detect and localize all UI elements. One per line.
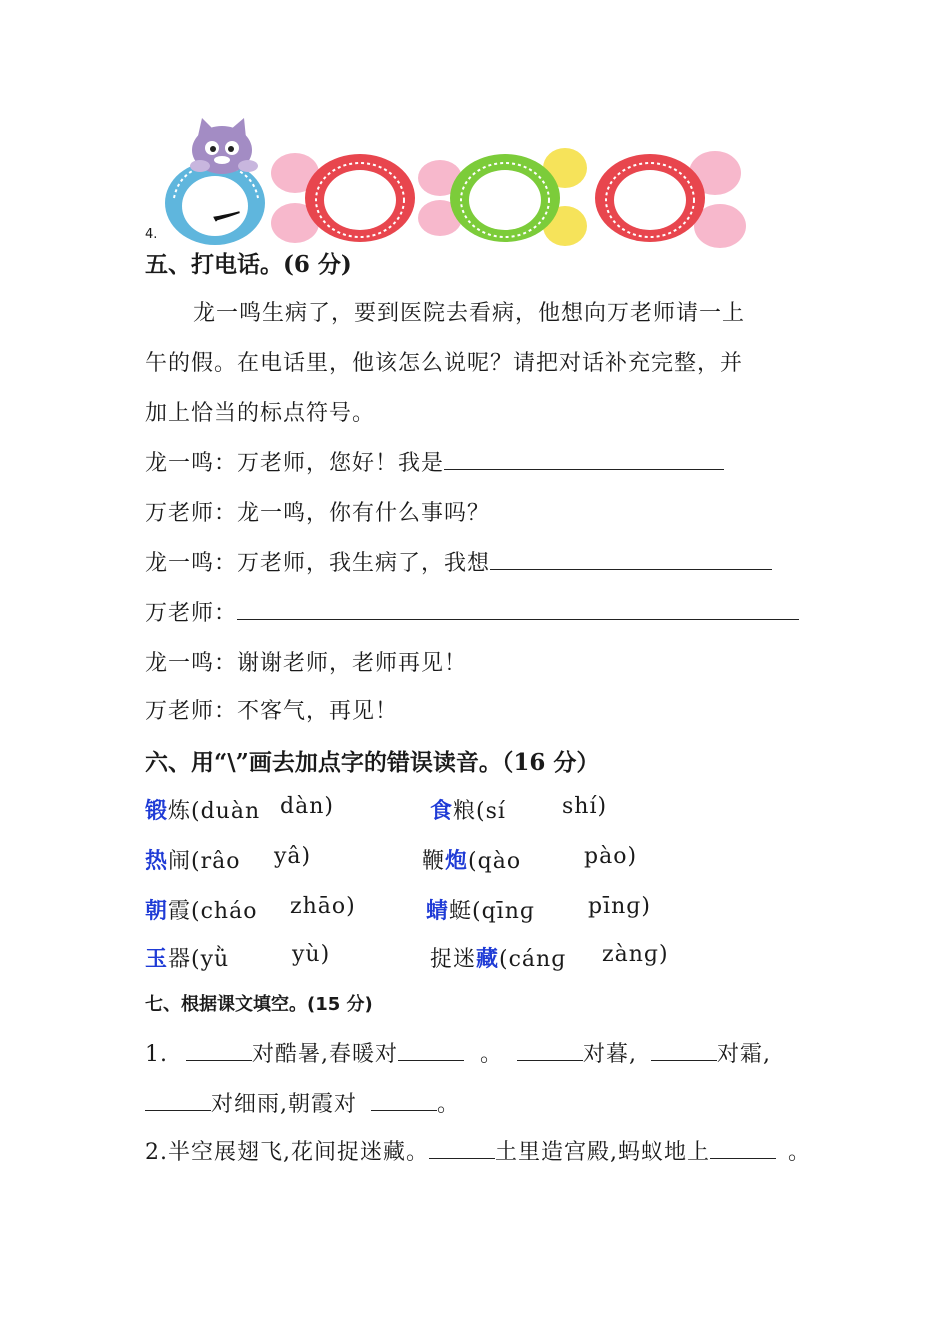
- pinyin-item-3-alt[interactable]: yâ): [274, 844, 312, 869]
- fill-blank-3[interactable]: [517, 1038, 583, 1061]
- fill-blank-6[interactable]: [371, 1088, 437, 1111]
- pinyin-item-2-alt[interactable]: shí): [562, 794, 608, 819]
- pinyin-item-1[interactable]: 锻炼(duàn: [145, 798, 261, 824]
- pinyin-item-6-alt[interactable]: pīnɡ): [588, 894, 651, 919]
- intro-line-2: 午的假。在电话里，他该怎么说呢？请把对话补充完整，并: [145, 351, 744, 376]
- dotted-char: 蜻: [426, 898, 450, 924]
- dialog-line-3: [145, 546, 772, 577]
- dialog-text-3: 龙一鸣：万老师，我生病了，我想: [145, 551, 491, 576]
- fill-line-2: 对细雨,朝霞对 。: [145, 1087, 460, 1118]
- question-4-number: 4.: [145, 227, 158, 242]
- dotted-char: 藏: [476, 946, 500, 972]
- pinyin-item-4-alt[interactable]: pào): [584, 844, 638, 869]
- intro-line-1: 龙一鸣生病了，要到医院去看病，他想向万老师请一上: [193, 301, 746, 326]
- fill-blank-4[interactable]: [651, 1038, 717, 1061]
- dotted-char: 热: [145, 848, 169, 874]
- pinyin-item-7-alt[interactable]: yù): [292, 942, 331, 967]
- dotted-char: 炮: [445, 848, 469, 874]
- frame-red-1: [271, 153, 415, 243]
- pinyin-item-5-alt[interactable]: zhāo): [290, 894, 356, 919]
- fill-line-1: 1. 对酷暑,春暖对 。 对暮, 对霜,: [145, 1037, 771, 1068]
- dialog-text-4: 万老师：: [145, 601, 238, 626]
- dialog-line-1: [145, 446, 724, 477]
- pinyin-item-6[interactable]: 蜻蜓(qīnɡ: [426, 898, 535, 924]
- pinyin-item-2[interactable]: 食粮(sí: [430, 798, 506, 824]
- pinyin-item-1-alt[interactable]: dàn): [280, 794, 334, 819]
- fill-blank-1[interactable]: [186, 1038, 252, 1061]
- fill-blank-7[interactable]: [429, 1136, 495, 1159]
- pinyin-item-8-alt[interactable]: zànɡ): [602, 942, 669, 967]
- fill-blank-2[interactable]: [398, 1038, 464, 1061]
- dotted-char: 锻: [145, 798, 169, 824]
- frame-green: [418, 148, 587, 246]
- dialog-text-1: 龙一鸣：万老师，您好！我是: [145, 451, 445, 476]
- fill-blank-8[interactable]: [710, 1136, 776, 1159]
- pinyin-item-4[interactable]: 鞭炮(qào: [422, 848, 522, 874]
- dotted-char: 玉: [145, 946, 169, 972]
- intro-line-3: 加上恰当的标点符号。: [145, 401, 376, 426]
- dialog-line-5: 龙一鸣：谢谢老师，老师再见！: [145, 651, 468, 676]
- cat-icon: [190, 118, 258, 174]
- pinyin-item-7[interactable]: 玉器(yǜ: [145, 946, 230, 972]
- pinyin-item-8[interactable]: 捉迷藏(cánɡ: [430, 946, 567, 972]
- section-6-title: 六、用“\”画去加点字的错误读音。（16 分）: [145, 749, 600, 776]
- pinyin-item-3[interactable]: 热闹(râo: [145, 848, 241, 874]
- answer-blank-3[interactable]: [237, 597, 799, 620]
- pinyin-item-5[interactable]: 朝霞(cháo: [145, 898, 258, 924]
- dialog-line-6: 万老师：不客气，再见！: [145, 699, 399, 724]
- dialog-line-4: [145, 596, 799, 627]
- fill-blank-5[interactable]: [145, 1088, 211, 1111]
- answer-blank-1[interactable]: [444, 447, 724, 470]
- dotted-char: 食: [430, 798, 454, 824]
- dialog-line-2: 万老师：龙一鸣，你有什么事吗？: [145, 501, 491, 526]
- stroke-order-frames-illustration: [160, 118, 750, 248]
- section-7-title: 七、根据课文填空。(15 分): [145, 994, 373, 1015]
- answer-blank-2[interactable]: [490, 547, 772, 570]
- dotted-char: 朝: [145, 898, 169, 924]
- fill-line-3: 2.半空展翅飞,花间捉迷藏。 土里造宫殿,蚂蚁地上 。: [145, 1135, 811, 1166]
- section-5-title: 五、打电话。(6 分): [145, 251, 352, 278]
- frame-red-2: [595, 151, 746, 248]
- stroke-char: ㇀: [206, 194, 246, 241]
